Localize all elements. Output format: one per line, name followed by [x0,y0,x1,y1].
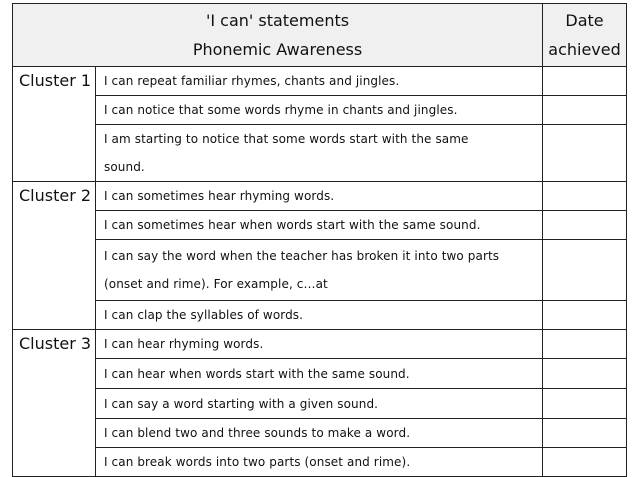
date-achieved-cell[interactable] [543,211,627,240]
statement: I can hear when words start with the same sound. [96,359,543,389]
title-line-1: 'I can' statements [205,11,350,30]
date-achieved-cell[interactable] [543,448,627,477]
date-achieved-cell[interactable] [543,182,627,211]
date-header-line-1: Date [565,11,604,30]
cluster-1-label: Cluster 1 [13,67,96,182]
table-row [13,125,627,182]
table-row [13,419,627,448]
table-row [13,330,627,359]
statement: I can break words into two parts (onset and rime). [96,448,543,477]
statement: I can hear rhyming words. [96,330,543,359]
date-achieved-cell[interactable] [543,419,627,448]
date-achieved-cell[interactable] [543,96,627,125]
date-achieved-cell[interactable] [543,389,627,419]
date-header-line-2: achieved [548,40,621,59]
statement: I can say the word when the teacher has broken it into two parts (onset and rime). For example, c…at [96,240,543,301]
cluster-2-label: Cluster 2 [13,182,96,330]
statement: I can clap the syllables of words. [96,301,543,330]
title-header [13,4,543,67]
date-header [543,4,627,67]
date-achieved-cell[interactable] [543,125,627,182]
table-row [13,182,627,211]
date-achieved-cell[interactable] [543,301,627,330]
cluster-3-label: Cluster 3 [13,330,96,477]
table-row [13,389,627,419]
table-row [13,448,627,477]
statement: I can notice that some words rhyme in chants and jingles. [96,96,543,125]
i-can-statements-table [12,3,627,477]
title-line-2: Phonemic Awareness [192,40,363,59]
statement: I am starting to notice that some words start with the same sound. [96,125,543,182]
date-achieved-cell[interactable] [543,240,627,301]
table-row [13,240,627,301]
date-achieved-cell[interactable] [543,67,627,96]
header-row [13,4,627,67]
table-row [13,359,627,389]
date-achieved-cell[interactable] [543,359,627,389]
table-row [13,301,627,330]
statement: I can say a word starting with a given sound. [96,389,543,419]
statement: I can blend two and three sounds to make a word. [96,419,543,448]
table-row [13,211,627,240]
table-row [13,67,627,96]
statement: I can repeat familiar rhymes, chants and jingles. [96,67,543,96]
statement: I can sometimes hear rhyming words. [96,182,543,211]
statement: I can sometimes hear when words start with the same sound. [96,211,543,240]
table-row [13,96,627,125]
date-achieved-cell[interactable] [543,330,627,359]
